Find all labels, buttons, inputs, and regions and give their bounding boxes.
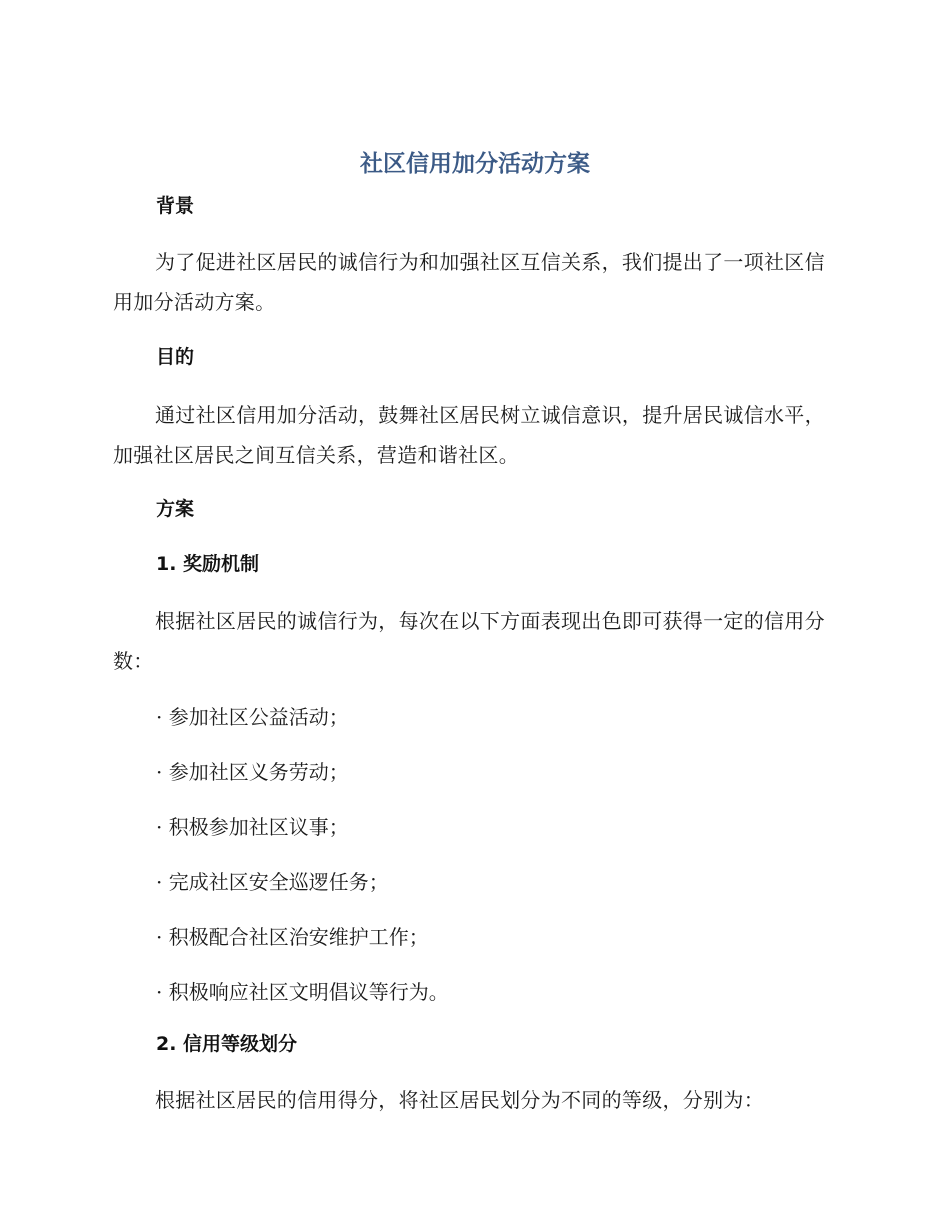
document-title: 社区信用加分活动方案 — [360, 151, 590, 177]
heading-purpose: 目的 — [156, 346, 195, 368]
heading-background: 背景 — [156, 195, 195, 217]
paragraph-credit-levels: 根据社区居民的信用得分，将社区居民划分为不同的等级，分别为： — [155, 1088, 764, 1112]
list-item: · 积极响应社区文明倡议等行为。 — [156, 980, 449, 1004]
list-item: · 参加社区公益活动； — [156, 705, 349, 729]
list-item: · 积极参加社区议事； — [156, 815, 349, 839]
list-item: · 参加社区义务劳动； — [156, 760, 349, 784]
list-item: · 完成社区安全巡逻任务； — [156, 870, 389, 894]
list-item: · 积极配合社区治安维护工作； — [156, 925, 429, 949]
heading-reward-mechanism: 1. 奖励机制 — [156, 553, 260, 575]
paragraph-reward-mechanism: 根据社区居民的诚信行为，每次在以下方面表现出色即可获得一定的信用分数： — [113, 609, 825, 673]
paragraph-background: 为了促进社区居民的诚信行为和加强社区互信关系，我们提出了一项社区信用加分活动方案。 — [113, 250, 825, 314]
heading-credit-levels: 2. 信用等级划分 — [156, 1033, 298, 1055]
heading-plan: 方案 — [156, 498, 195, 520]
paragraph-purpose: 通过社区信用加分活动，鼓舞社区居民树立诚信意识，提升居民诚信水平，加强社区居民之间互信关系，营造和谐社区。 — [113, 403, 825, 467]
